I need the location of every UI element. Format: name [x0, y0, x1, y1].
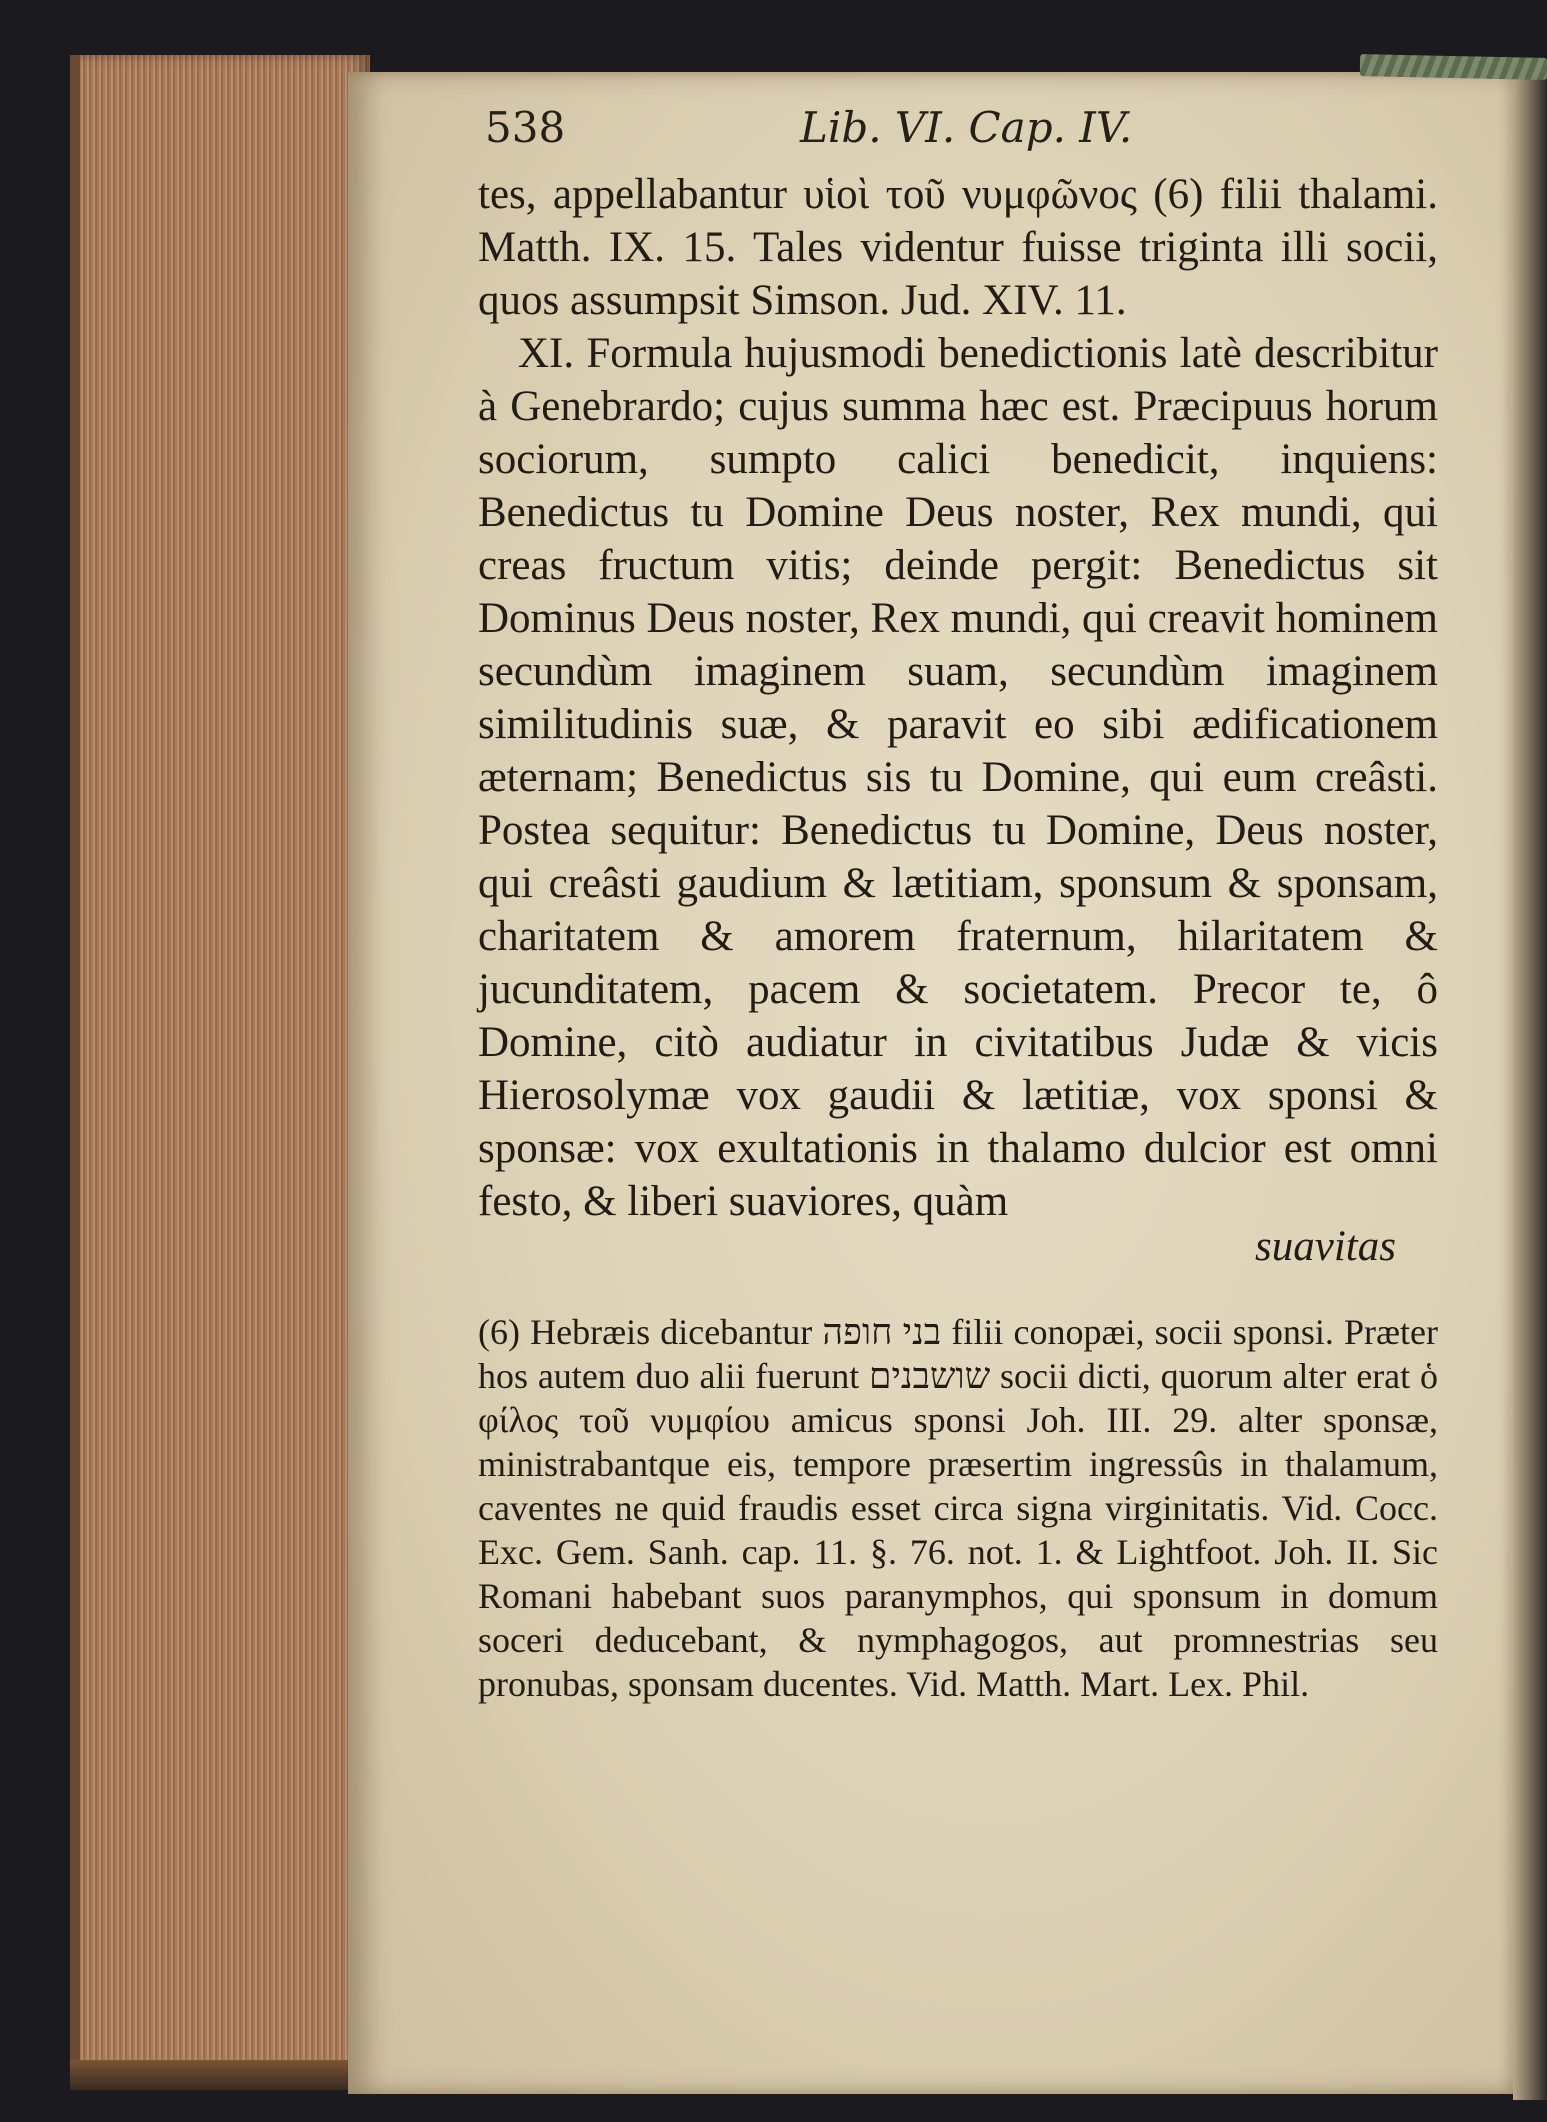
footnote [478, 1310, 1438, 1706]
running-head: Lib. VI. Cap. IV. [800, 103, 1133, 152]
footnote-text: (6) Hebræis dicebantur בני חופה filii conopæi, socii sponsi. Præter hos autem duo alii fuerunt שושבנים socii dicti, quorum alter erat ὁ φίλος τοῦ νυμφίου amicus sponsi Joh. III. 29. alter sponsæ, ministrabantque eis, tempore præsertim ingressûs in thalamum, caventes ne quid fraudis esset circa signa virginitatis. Vid. Cocc. Exc. Gem. Sanh. cap. 11. §. 76. not. 1. & Lightfoot. Joh. II. Sic Romani habebant suos paranymphos, qui sponsum in domum soceri deducebant, & nymphagogos, aut promnestrias seu pronubas, sponsam ducentes. Vid. Matth. Mart. Lex. Phil. [478, 1312, 1438, 1704]
book-bottom-edge [70, 2060, 360, 2090]
main-text [478, 168, 1438, 1228]
bookmark-ribbon [1360, 54, 1547, 80]
page-gutter [1513, 60, 1547, 2100]
book-page-edges [70, 55, 370, 2090]
page-number: 538 [485, 103, 566, 152]
catchword: suavitas [1255, 1223, 1396, 1270]
paragraph-xi: XI. Formula hujusmodi benedictionis latè describitur à Genebrardo; cujus summa hæc est. Præcipuus horum sociorum, sumpto calici benedicit, inquiens: Benedictus tu Domine Deus noster, Rex mundi, qui creas fructum vitis; deinde pergit: Benedictus sit Dominus Deus noster, Rex mundi, qui creavit hominem secundùm imaginem suam, secundùm imaginem similitudinis suæ, & paravit eo sibi ædificationem æternam; Benedictus sis tu Domine, qui eum creâsti. Postea sequitur: Benedictus tu Domine, Deus noster, qui creâsti gaudium & lætitiam, sponsum & sponsam, charitatem & amorem fraternum, hilaritatem & jucunditatem, pacem & societatem. Precor te, ô Domine, citò audiatur in civitatibus Judæ & vicis Hierosolymæ vox gaudii & lætitiæ, vox sponsi & sponsæ: vox exultationis in thalamo dulcior est omni festo, & liberi suaviores, quàm [478, 330, 1438, 1225]
paragraph-continuation: tes, appellabantur υἱοὶ τοῦ νυμφῶνος (6) filii thalami. Matth. IX. 15. Tales videntur fuisse triginta illi socii, quos assumpsit Simson. Jud. XIV. 11. [478, 171, 1438, 324]
page-header [0, 103, 1547, 153]
